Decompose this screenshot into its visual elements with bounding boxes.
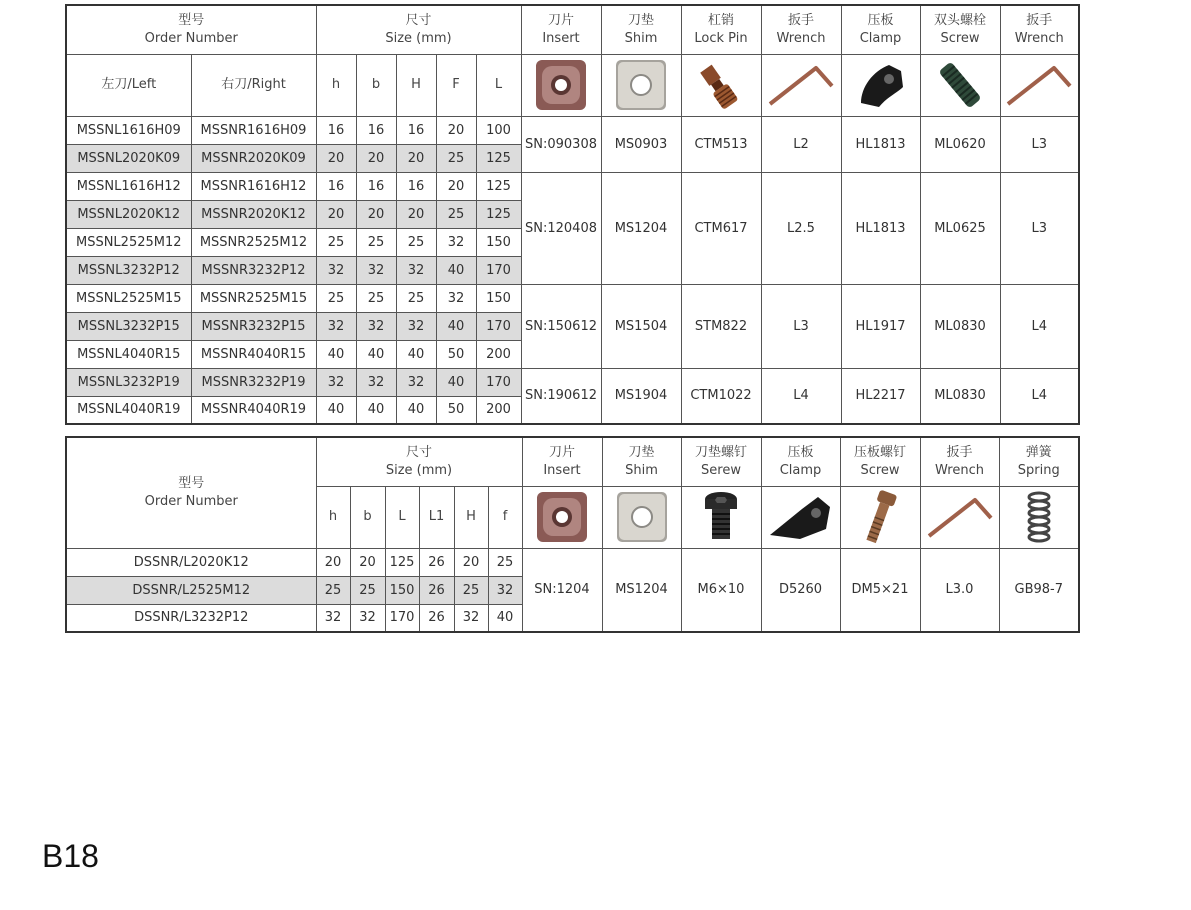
clamp-value: HL2217	[841, 368, 920, 424]
model-left: MSSNL2525M12	[66, 228, 191, 256]
shim-icon	[601, 54, 681, 116]
header-screw-en: Screw	[940, 30, 980, 46]
header-dim-H: H	[396, 54, 436, 116]
dim-F: 40	[436, 368, 476, 396]
dim-L: 125	[385, 548, 419, 576]
dim-H: 16	[396, 116, 436, 144]
pin-value: CTM513	[681, 116, 761, 172]
model-right: MSSNR4040R15	[191, 340, 316, 368]
spring-value: GB98-7	[999, 548, 1079, 632]
model-left: MSSNL4040R15	[66, 340, 191, 368]
dim-h: 32	[316, 368, 356, 396]
model-left: MSSNL1616H12	[66, 172, 191, 200]
dim-f: 25	[488, 548, 522, 576]
header-dim-f: f	[488, 486, 522, 548]
header-insert-cn: 刀片	[548, 444, 575, 460]
wrench-value: L3	[761, 284, 841, 368]
header-insert	[522, 437, 602, 486]
stud-screw-icon	[920, 54, 1000, 116]
model-left: MSSNL3232P15	[66, 312, 191, 340]
dim-b: 25	[356, 228, 396, 256]
dim-H: 40	[396, 340, 436, 368]
table-row	[66, 116, 1079, 144]
insert-square-icon	[522, 486, 602, 548]
dim-b: 16	[356, 172, 396, 200]
dim-F: 40	[436, 312, 476, 340]
dim-H: 40	[396, 396, 436, 424]
dim-L1: 26	[419, 604, 454, 632]
header-model-cn: 型号	[178, 12, 205, 28]
dim-h: 40	[316, 396, 356, 424]
wrench-value: L2.5	[761, 172, 841, 284]
dim-h: 25	[316, 284, 356, 312]
model: DSSNR/L3232P12	[66, 604, 316, 632]
wrench-value: L2	[761, 116, 841, 172]
shim-icon	[602, 486, 681, 548]
header-wrench2-en: Wrench	[1014, 30, 1064, 46]
dim-L: 170	[476, 256, 521, 284]
dim-H: 25	[454, 576, 488, 604]
table-row	[66, 548, 1079, 576]
wrench2-value: L4	[1000, 368, 1079, 424]
header-insert-en: Insert	[542, 30, 580, 46]
dim-H: 20	[454, 548, 488, 576]
dim-H: 32	[454, 604, 488, 632]
header-dim-F: F	[436, 54, 476, 116]
shim-value: MS1904	[601, 368, 681, 424]
hex-wrench-icon	[1000, 54, 1079, 116]
dim-L: 200	[476, 396, 521, 424]
shim-value: MS0903	[601, 116, 681, 172]
screw-value: ML0620	[920, 116, 1000, 172]
model: DSSNR/L2020K12	[66, 548, 316, 576]
model-right: MSSNR2020K09	[191, 144, 316, 172]
header-clamp-en: Clamp	[779, 462, 822, 478]
insert-value: SN:090308	[521, 116, 601, 172]
header-clamp-screw	[840, 437, 920, 486]
header-size-en: Size (mm)	[385, 30, 452, 46]
header-clampscrew-en: Screw	[860, 462, 900, 478]
dim-L: 125	[476, 172, 521, 200]
model-left: MSSNL4040R19	[66, 396, 191, 424]
header-spring	[999, 437, 1079, 486]
dim-F: 25	[436, 200, 476, 228]
shim-screw-icon	[681, 486, 761, 548]
model-right: MSSNR2525M12	[191, 228, 316, 256]
model-right: MSSNR3232P12	[191, 256, 316, 284]
model-right: MSSNR2020K12	[191, 200, 316, 228]
header-shim-cn: 刀垫	[628, 444, 655, 460]
dim-F: 50	[436, 396, 476, 424]
screw-value: ML0830	[920, 368, 1000, 424]
header-order-number	[66, 5, 316, 54]
header-insert-cn: 刀片	[547, 12, 574, 28]
screw-value: ML0830	[920, 284, 1000, 368]
dim-F: 40	[436, 256, 476, 284]
dim-L: 125	[476, 144, 521, 172]
shim-value: MS1204	[602, 548, 681, 632]
header-size	[316, 437, 522, 486]
header-clamp-cn: 压板	[787, 444, 814, 460]
dim-L: 170	[385, 604, 419, 632]
header-dim-h: h	[316, 54, 356, 116]
header-dim-L: L	[476, 54, 521, 116]
dim-H: 32	[396, 368, 436, 396]
dim-h: 25	[316, 228, 356, 256]
header-wrench2	[1000, 5, 1079, 54]
dim-F: 32	[436, 228, 476, 256]
dim-L: 150	[385, 576, 419, 604]
dim-b: 25	[356, 284, 396, 312]
dim-b: 20	[350, 548, 385, 576]
dim-b: 20	[356, 200, 396, 228]
dim-F: 25	[436, 144, 476, 172]
insert-square-icon	[521, 54, 601, 116]
dim-b: 40	[356, 396, 396, 424]
header-pin-cn: 杠销	[707, 12, 734, 28]
dim-b: 25	[350, 576, 385, 604]
clamp-value: HL1917	[841, 284, 920, 368]
model-right: MSSNR3232P19	[191, 368, 316, 396]
insert-value: SN:1204	[522, 548, 602, 632]
model-right: MSSNR1616H09	[191, 116, 316, 144]
dim-H: 32	[396, 312, 436, 340]
header-model-cn: 型号	[178, 475, 205, 491]
model: DSSNR/L2525M12	[66, 576, 316, 604]
header-dim-h: h	[316, 486, 350, 548]
header-shim-cn: 刀垫	[627, 12, 654, 28]
header-lock-pin	[681, 5, 761, 54]
dim-h: 25	[316, 576, 350, 604]
shim-screw-value: M6×10	[681, 548, 761, 632]
header-wrench	[761, 5, 841, 54]
dim-H: 16	[396, 172, 436, 200]
header-shim-screw	[681, 437, 761, 486]
header-wrench-cn: 扳手	[787, 12, 814, 28]
dim-b: 16	[356, 116, 396, 144]
model-left: MSSNL3232P12	[66, 256, 191, 284]
page-number: B18	[42, 838, 99, 874]
dim-b: 32	[356, 256, 396, 284]
header-pin-en: Lock Pin	[694, 30, 748, 46]
header-insert	[521, 5, 601, 54]
pin-value: CTM1022	[681, 368, 761, 424]
dim-h: 32	[316, 312, 356, 340]
shim-value: MS1504	[601, 284, 681, 368]
dim-L: 200	[476, 340, 521, 368]
model-right: MSSNR3232P15	[191, 312, 316, 340]
clamp-screw-value: DM5×21	[840, 548, 920, 632]
header-shimscrew-en: Serew	[701, 462, 741, 478]
wrench2-value: L3	[1000, 172, 1079, 284]
clamp-value: HL1813	[841, 172, 920, 284]
header-dim-L: L	[385, 486, 419, 548]
dim-h: 20	[316, 200, 356, 228]
header-dim-b: b	[350, 486, 385, 548]
dim-f: 32	[488, 576, 522, 604]
header-shim	[602, 437, 681, 486]
clamp-icon	[841, 54, 920, 116]
pin-value: STM822	[681, 284, 761, 368]
dim-b: 20	[356, 144, 396, 172]
dim-L: 150	[476, 228, 521, 256]
dim-h: 32	[316, 256, 356, 284]
dim-H: 20	[396, 144, 436, 172]
model-left: MSSNL1616H09	[66, 116, 191, 144]
lock-pin-icon	[681, 54, 761, 116]
dim-F: 20	[436, 172, 476, 200]
dim-F: 20	[436, 116, 476, 144]
dim-b: 32	[356, 368, 396, 396]
header-shim-en: Shim	[625, 462, 658, 478]
model-left: MSSNL2020K12	[66, 200, 191, 228]
dim-f: 40	[488, 604, 522, 632]
dim-H: 32	[396, 256, 436, 284]
shim-value: MS1204	[601, 172, 681, 284]
dim-F: 50	[436, 340, 476, 368]
table-row	[66, 368, 1079, 396]
dim-L: 125	[476, 200, 521, 228]
table-row	[66, 172, 1079, 200]
insert-value: SN:120408	[521, 172, 601, 284]
dim-H: 25	[396, 228, 436, 256]
dim-L: 170	[476, 312, 521, 340]
header-spring-cn: 弹簧	[1025, 444, 1052, 460]
header-clamp-en: Clamp	[859, 30, 902, 46]
dim-b: 40	[356, 340, 396, 368]
header-size	[316, 5, 521, 54]
dim-h: 20	[316, 144, 356, 172]
hex-wrench-icon	[761, 54, 841, 116]
wrench-value: L3.0	[920, 548, 999, 632]
model-left: MSSNL2020K09	[66, 144, 191, 172]
dim-b: 32	[350, 604, 385, 632]
spring-icon	[999, 486, 1079, 548]
model-right: MSSNR4040R19	[191, 396, 316, 424]
dim-L1: 26	[419, 548, 454, 576]
dim-h: 40	[316, 340, 356, 368]
dim-F: 32	[436, 284, 476, 312]
header-right: 右刀/Right	[191, 54, 316, 116]
dim-H: 25	[396, 284, 436, 312]
header-clamp-cn: 压板	[867, 12, 894, 28]
model-left: MSSNL2525M15	[66, 284, 191, 312]
header-size-cn: 尺寸	[405, 444, 432, 460]
pin-value: CTM617	[681, 172, 761, 284]
model-right: MSSNR2525M15	[191, 284, 316, 312]
header-shim	[601, 5, 681, 54]
clamp-value: D5260	[761, 548, 840, 632]
wrench2-value: L4	[1000, 284, 1079, 368]
dim-h: 32	[316, 604, 350, 632]
header-insert-en: Insert	[543, 462, 581, 478]
header-left: 左刀/Left	[66, 54, 191, 116]
clamp-screw-icon	[840, 486, 920, 548]
wrench2-value: L3	[1000, 116, 1079, 172]
header-dim-b: b	[356, 54, 396, 116]
header-screw	[920, 5, 1000, 54]
spec-table-mssn	[65, 4, 1080, 425]
header-wrench	[920, 437, 999, 486]
header-wrench-en: Wrench	[776, 30, 826, 46]
insert-value: SN:190612	[521, 368, 601, 424]
header-model-en: Order Number	[144, 493, 238, 509]
clamp-icon	[761, 486, 840, 548]
header-wrench-cn: 扳手	[946, 444, 973, 460]
dim-h: 20	[316, 548, 350, 576]
screw-value: ML0625	[920, 172, 1000, 284]
header-size-en: Size (mm)	[385, 462, 453, 478]
header-wrench-en: Wrench	[935, 462, 984, 478]
wrench-value: L4	[761, 368, 841, 424]
header-wrench2-cn: 扳手	[1026, 12, 1053, 28]
dim-L: 100	[476, 116, 521, 144]
header-dim-L1: L1	[419, 486, 454, 548]
header-shimscrew-cn: 刀垫螺钉	[694, 444, 747, 460]
dim-h: 16	[316, 172, 356, 200]
header-spring-en: Spring	[1017, 462, 1060, 478]
header-model-en: Order Number	[144, 30, 238, 46]
dim-h: 16	[316, 116, 356, 144]
table-row	[66, 284, 1079, 312]
header-clamp	[841, 5, 920, 54]
dim-L1: 26	[419, 576, 454, 604]
header-screw-cn: 双头螺栓	[933, 12, 986, 28]
spec-table-dssn	[65, 436, 1080, 633]
dim-H: 20	[396, 200, 436, 228]
header-clamp	[761, 437, 840, 486]
dim-b: 32	[356, 312, 396, 340]
clamp-value: HL1813	[841, 116, 920, 172]
insert-value: SN:150612	[521, 284, 601, 368]
header-size-cn: 尺寸	[405, 12, 432, 28]
model-left: MSSNL3232P19	[66, 368, 191, 396]
dim-L: 150	[476, 284, 521, 312]
dim-L: 170	[476, 368, 521, 396]
header-dim-H: H	[454, 486, 488, 548]
header-order-number	[66, 437, 316, 548]
header-clampscrew-cn: 压板螺钉	[853, 444, 906, 460]
hex-wrench-icon	[920, 486, 999, 548]
header-shim-en: Shim	[624, 30, 658, 46]
model-right: MSSNR1616H12	[191, 172, 316, 200]
